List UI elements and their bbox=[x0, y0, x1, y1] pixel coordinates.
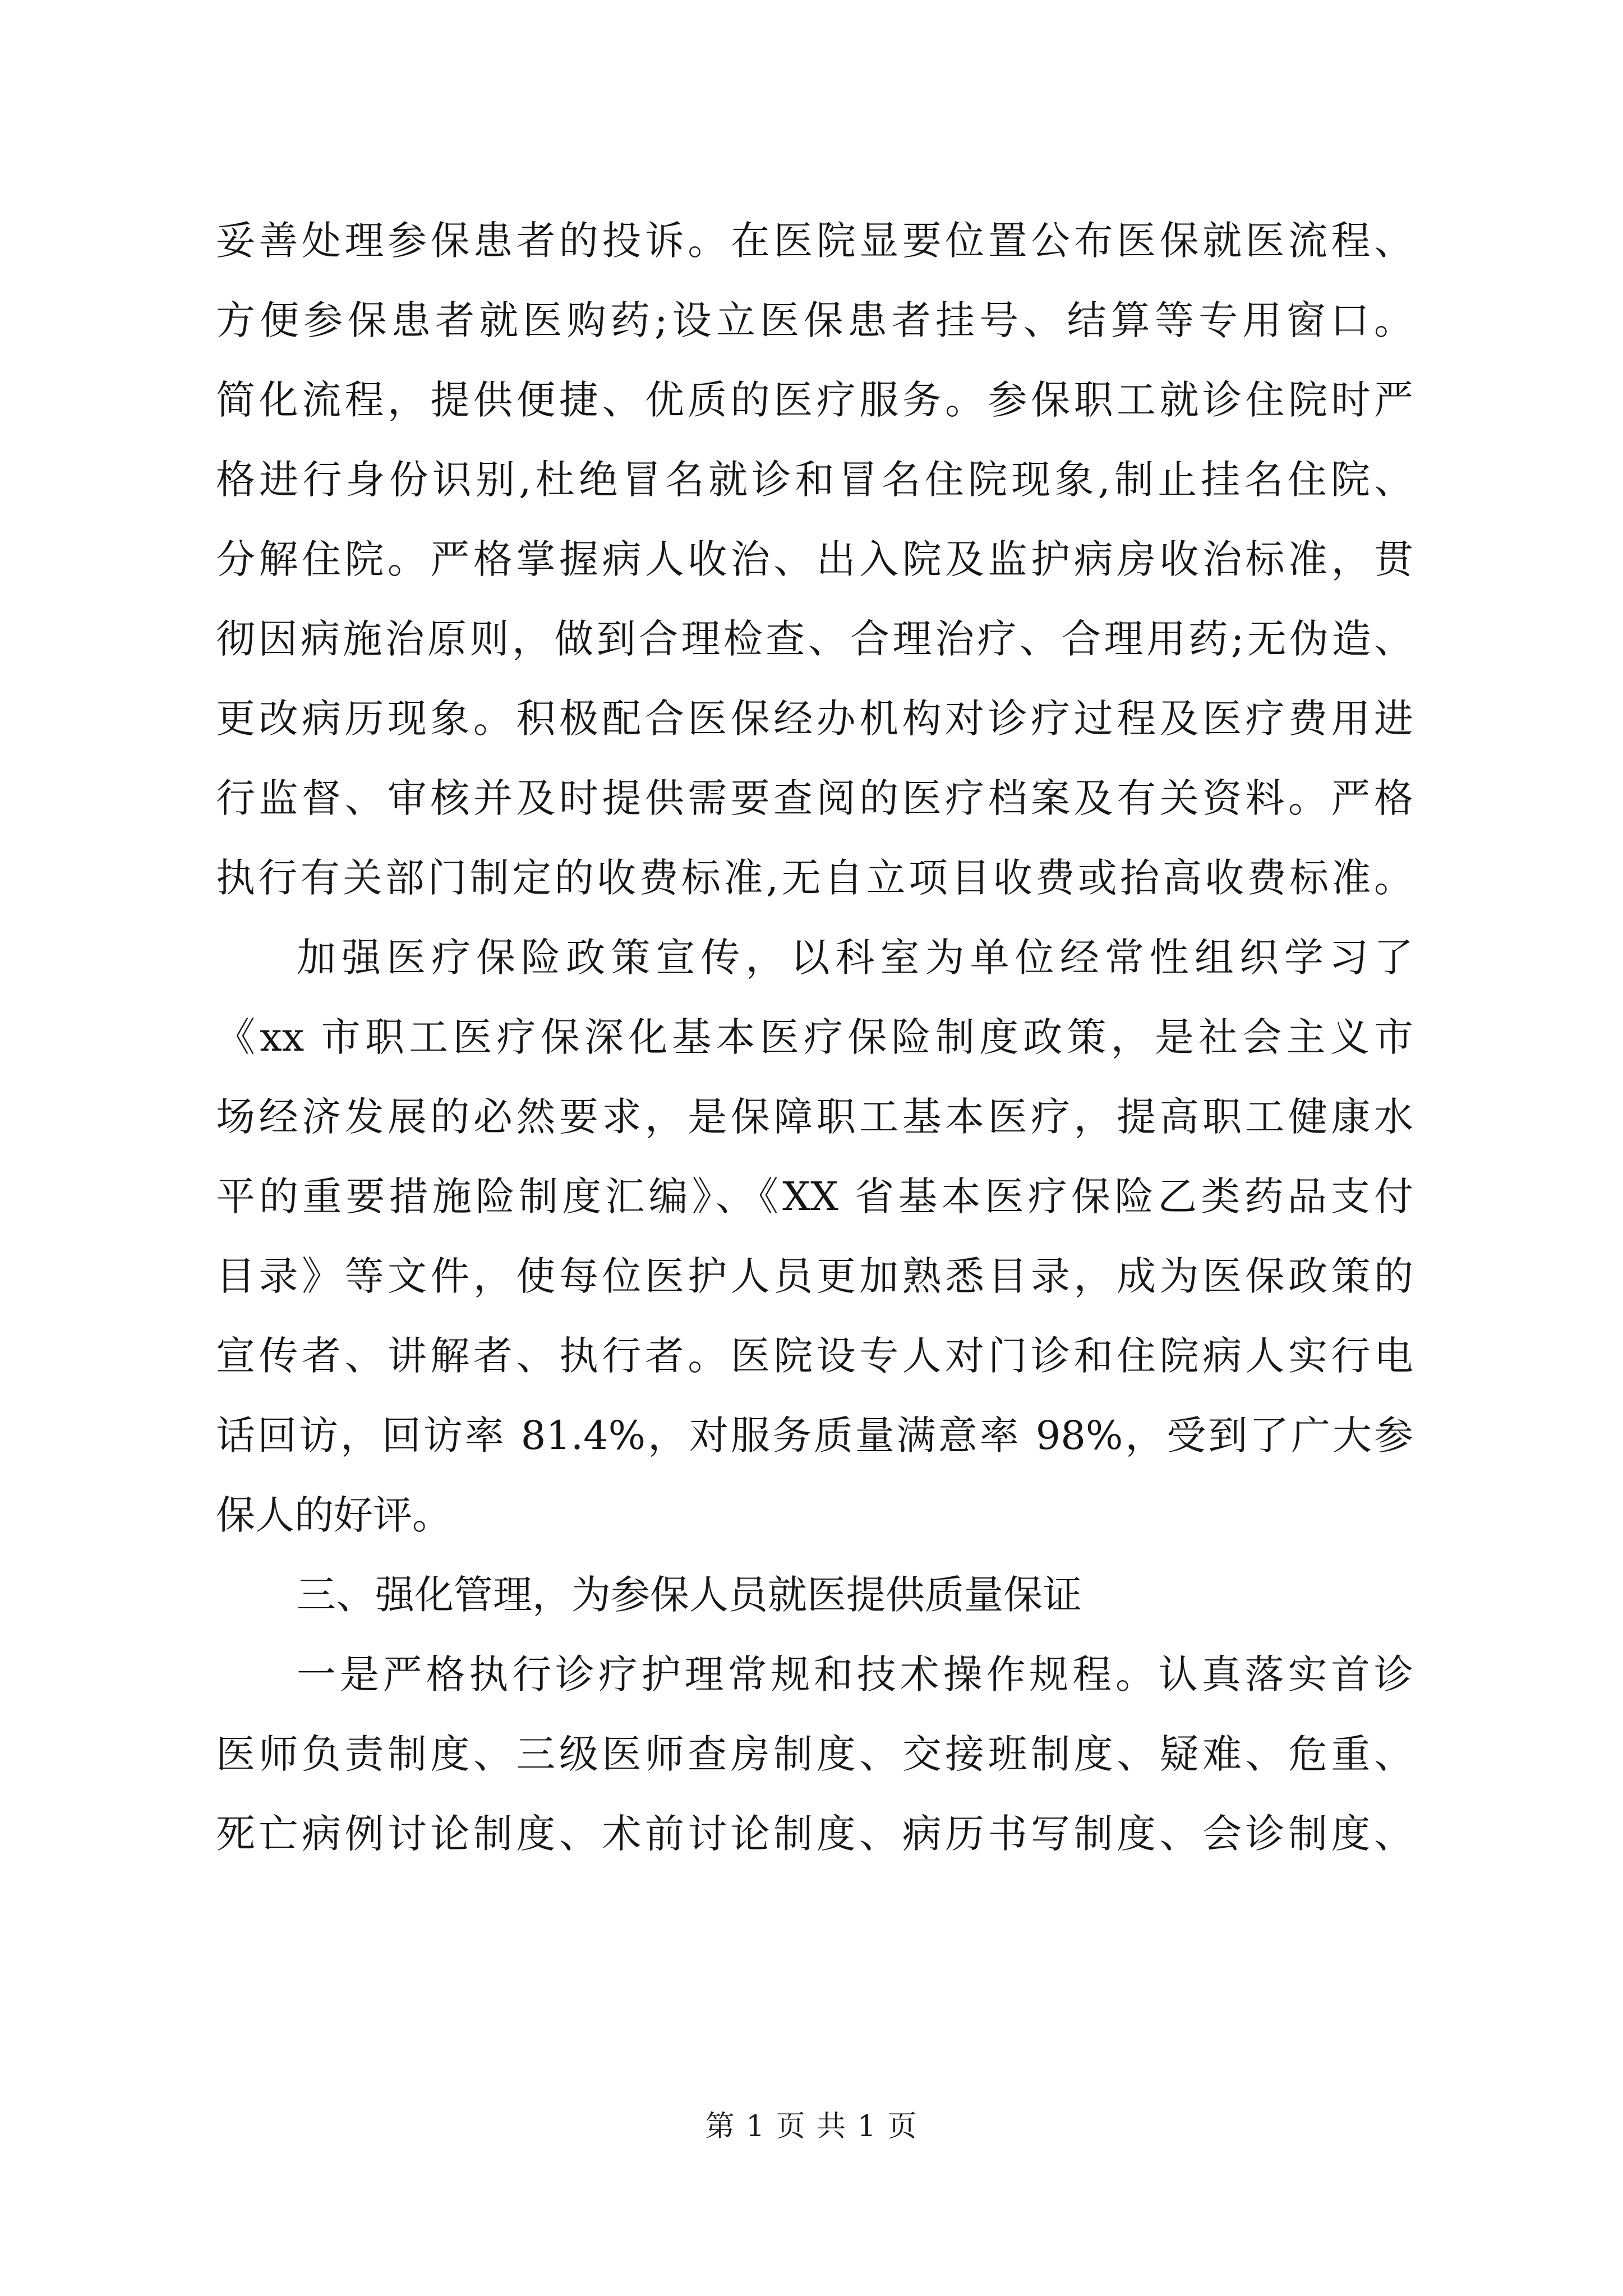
text-line-9: 执行有关部门制定的收费标准,无自立项目收费或抬高收费标准。 bbox=[216, 855, 1413, 901]
text-line-4: 格进行身份识别,杜绝冒名就诊和冒名住院现象,制止挂名住院、 bbox=[216, 457, 1413, 503]
text-line-17: 保人的好评。 bbox=[216, 1492, 451, 1538]
text-line-19: 一是严格执行诊疗护理常规和技术操作规程。认真落实首诊 bbox=[297, 1651, 1413, 1697]
text-line-13: 平的重要措施险制度汇编》、《XX 省基本医疗保险乙类药品支付 bbox=[216, 1174, 1413, 1220]
text-line-16: 话回访，回访率 81.4%，对服务质量满意率 98%，受到了广大参 bbox=[216, 1412, 1413, 1458]
text-line-7: 更改病历现象。积极配合医保经办机构对诊疗过程及医疗费用进 bbox=[216, 696, 1413, 742]
document-body bbox=[216, 209, 1413, 1866]
text-line-15: 宣传者、讲解者、执行者。医院设专人对门诊和住院病人实行电 bbox=[216, 1333, 1413, 1379]
text-line-6: 彻因病施治原则，做到合理检查、合理治疗、合理用药;无伪造、 bbox=[216, 616, 1413, 662]
text-line-3: 简化流程，提供便捷、优质的医疗服务。参保职工就诊住院时严 bbox=[216, 377, 1413, 423]
text-line-8: 行监督、审核并及时提供需要查阅的医疗档案及有关资料。严格 bbox=[216, 775, 1413, 821]
text-line-11: 《xx 市职工医疗保深化基本医疗保险制度政策，是社会主义市 bbox=[216, 1014, 1413, 1060]
text-line-2: 方便参保患者就医购药;设立医保患者挂号、结算等专用窗口。 bbox=[216, 297, 1413, 343]
text-line-1: 妥善处理参保患者的投诉。在医院显要位置公布医保就医流程、 bbox=[216, 218, 1413, 264]
text-line-20: 医师负责制度、三级医师查房制度、交接班制度、疑难、危重、 bbox=[216, 1731, 1413, 1777]
text-line-12: 场经济发展的必然要求，是保障职工基本医疗，提高职工健康水 bbox=[216, 1094, 1413, 1140]
text-line-14: 目录》等文件，使每位医护人员更加熟悉目录，成为医保政策的 bbox=[216, 1253, 1413, 1299]
section-heading: 三、强化管理，为参保人员就医提供质量保证 bbox=[297, 1572, 1082, 1618]
text-line-21: 死亡病例讨论制度、术前讨论制度、病历书写制度、会诊制度、 bbox=[216, 1811, 1413, 1857]
text-line-5: 分解住院。严格掌握病人收治、出入院及监护病房收治标准，贯 bbox=[216, 536, 1413, 582]
text-line-10: 加强医疗保险政策宣传，以科室为单位经常性组织学习了 bbox=[297, 935, 1413, 981]
page-number-footer: 第 1 页 共 1 页 bbox=[705, 2110, 918, 2143]
